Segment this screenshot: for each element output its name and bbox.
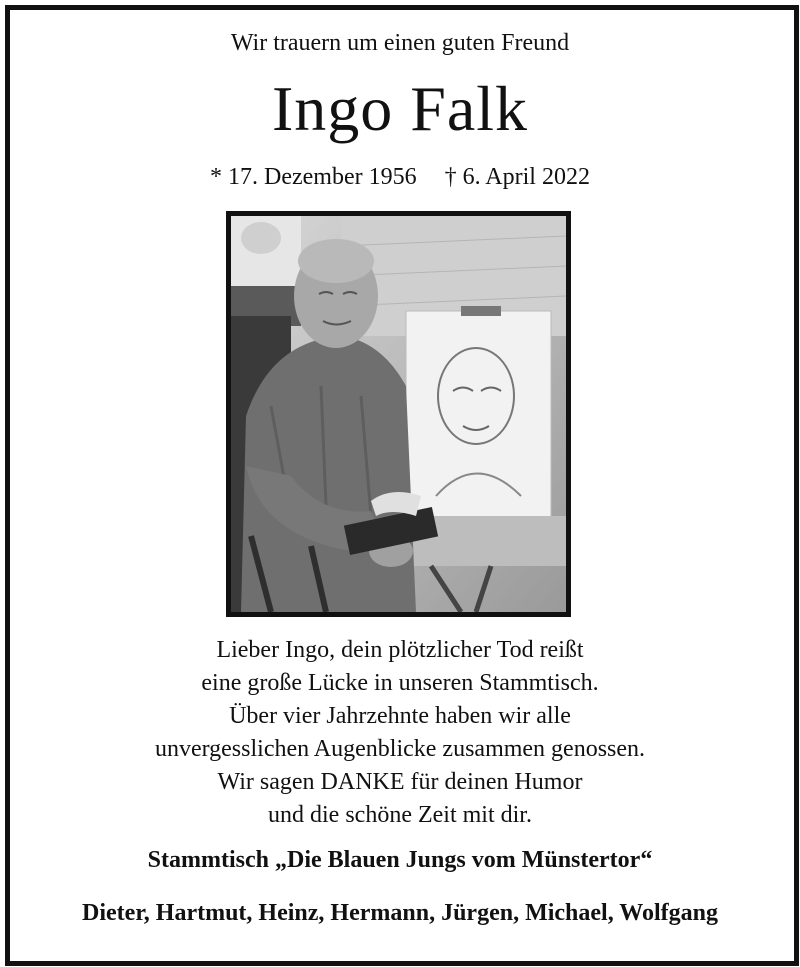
message-line: unvergesslichen Augenblicke zusammen genossen. — [154, 736, 646, 762]
birth-date: * 17. Dezember 1956 — [210, 164, 417, 190]
portrait-photo-image — [231, 216, 566, 612]
death-date: † 6. April 2022 — [444, 164, 590, 190]
message-line: Wir sagen DANKE für deinen Humor — [217, 769, 583, 795]
portrait-photo — [226, 211, 571, 617]
group-name: Stammtisch „Die Blauen Jungs vom Münstertor“ — [147, 847, 653, 873]
deceased-name: Ingo Falk — [271, 73, 529, 144]
intro-line: Wir trauern um einen guten Freund — [230, 30, 570, 56]
member-names: Dieter, Hartmut, Heinz, Hermann, Jürgen, Michael, Wolfgang — [82, 900, 718, 926]
message-line: Lieber Ingo, dein plötzlicher Tod reißt — [216, 637, 584, 663]
life-dates — [0, 164, 800, 191]
message-line: eine große Lücke in unseren Stammtisch. — [201, 670, 599, 696]
message-line: Über vier Jahrzehnte haben wir alle — [229, 703, 571, 729]
message — [0, 634, 800, 832]
message-line: und die schöne Zeit mit dir. — [268, 802, 532, 828]
